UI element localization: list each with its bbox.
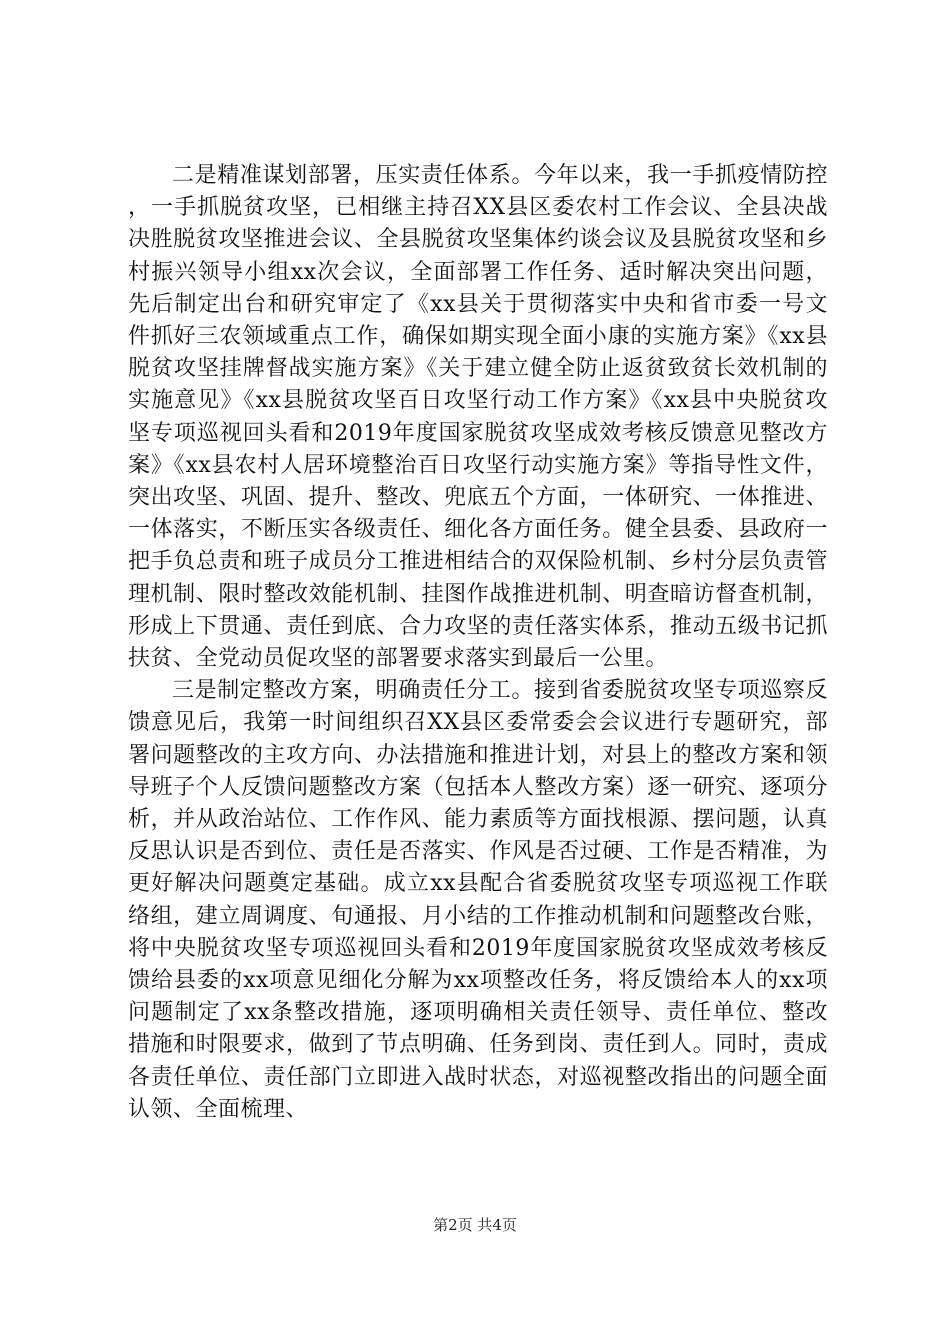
document-body bbox=[128, 160, 828, 1126]
paragraph-deployment: 二是精准谋划部署，压实责任体系。今年以来，我一手抓疫情防控，一手抓脱贫攻坚，已相继主持召XX县区委农村工作会议、全县决战决胜脱贫攻坚推进会议、全县脱贫攻坚集体约谈会议及县脱贫攻坚和乡村振兴领导小组xx次会议，全面部署工作任务、适时解决突出问题，先后制定出台和研究审定了《xx县关于贯彻落实中央和省市委一号文件抓好三农领域重点工作，确保如期实现全面小康的实施方案》《xx县脱贫攻坚挂牌督战实施方案》《关于建立健全防止返贫致贫长效机制的实施意见》《xx县脱贫攻坚百日攻坚行动工作方案》《xx县中央脱贫攻坚专项巡视回头看和2019年度国家脱贫攻坚成效考核反馈意见整改方案》《xx县农村人居环境整治百日攻坚行动实施方案》等指导性文件，突出攻坚、巩固、提升、整改、兜底五个方面，一体研究、一体推进、一体落实，不断压实各级责任、细化各方面任务。健全县委、县政府一把手负总责和班子成员分工推进相结合的双保险机制、乡村分层负责管理机制、限时整改效能机制、挂图作战推进机制、明查暗访督查机制，形成上下贯通、责任到底、合力攻坚的责任落实体系，推动五级书记抓扶贫、全党动员促攻坚的部署要求落实到最后一公里。 bbox=[128, 163, 828, 672]
paragraph-rectification: 三是制定整改方案，明确责任分工。接到省委脱贫攻坚专项巡察反馈意见后，我第一时间组织召XX县区委常委会会议进行专题研究，部署问题整改的主攻方向、办法措施和推进计划，对县上的整改方案和领导班子个人反馈问题整改方案（包括本人整改方案）逐一研究、逐项分析，并从政治站位、工作作风、能力素质等方面找根源、摆问题，认真反思认识是否到位、责任是否落实、作风是否过硬、工作是否精准，为更好解决问题奠定基础。成立xx县配合省委脱贫攻坚专项巡视工作联络组，建立周调度、旬通报、月小结的工作推动机制和问题整改台账，将中央脱贫攻坚专项巡视回头看和2019年度国家脱贫攻坚成效考核反馈给县委的xx项意见细化分解为xx项整改任务，将反馈给本人的xx项问题制定了xx条整改措施，逐项明确相关责任领导、责任单位、整改措施和时限要求，做到了节点明确、任务到岗、责任到人。同时，责成各责任单位、责任部门立即进入战时状态，对巡视整改指出的问题全面认领、全面梳理、 bbox=[128, 678, 828, 1122]
page-footer: 第2页 共4页 bbox=[433, 1216, 517, 1234]
